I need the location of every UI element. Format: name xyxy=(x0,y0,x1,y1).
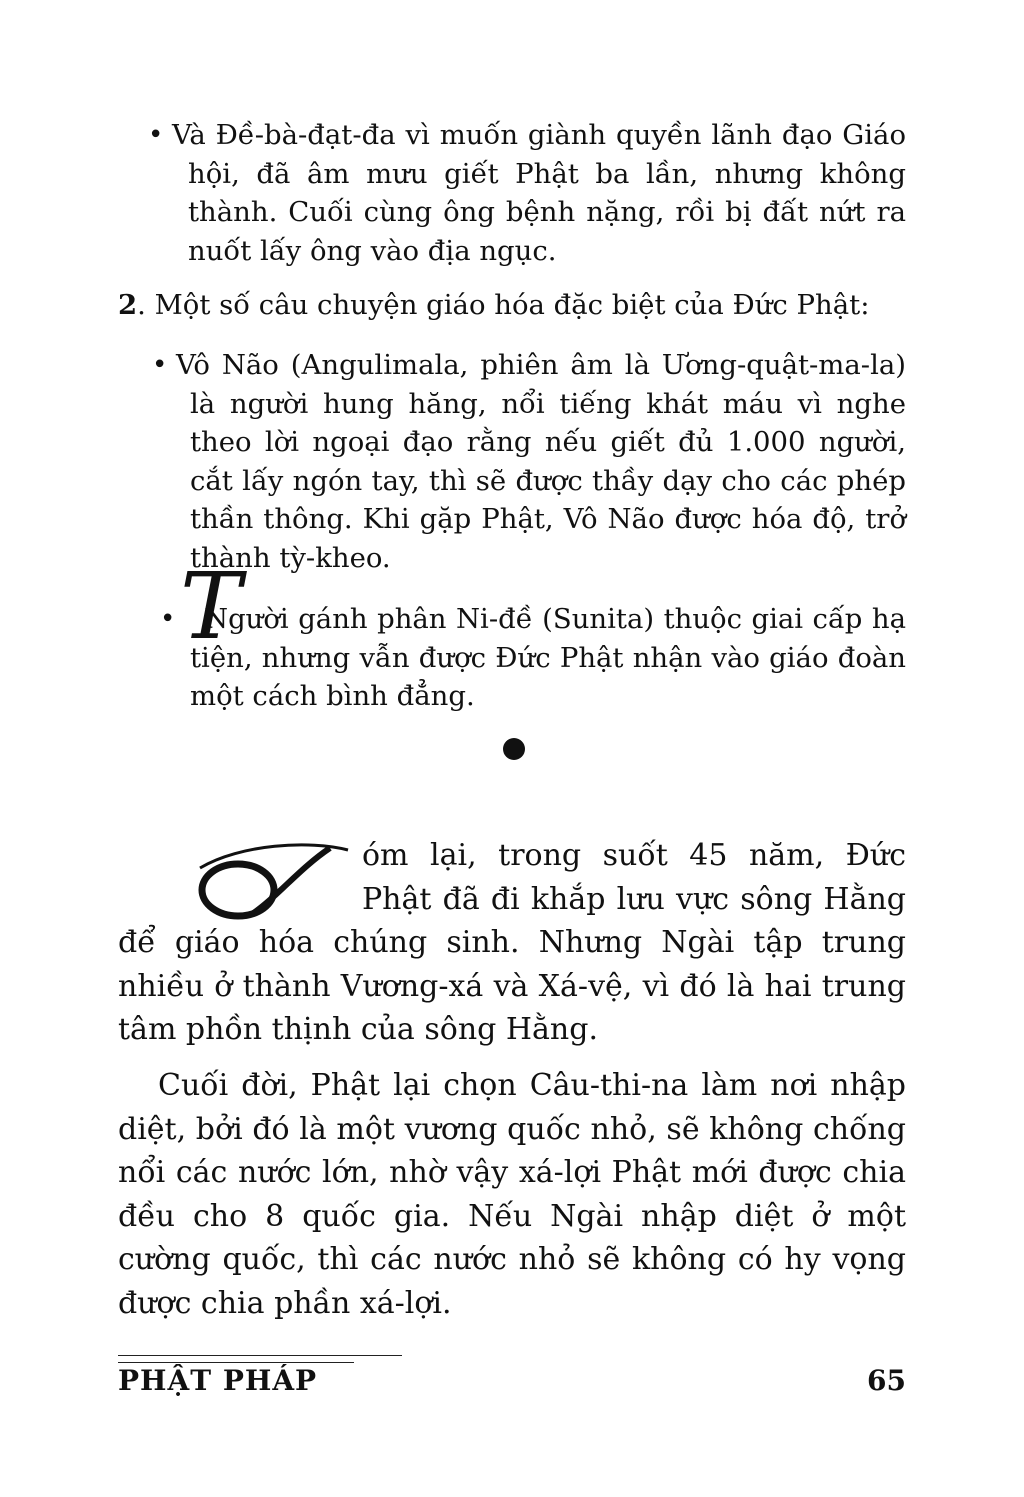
item-text: . Một số câu chuyện giáo hóa đặc biệt của Đức Phật: xyxy=(137,289,870,321)
footer-rule-short xyxy=(118,1362,354,1363)
bullet-text: Vô Não (Angulimala, phiên âm là Ương-quật-ma-la) là người hung hăng, nổi tiếng khát máu vì nghe theo lời ngoại đạo rằng nếu giết đủ 1.000 người, cắt lấy ngón tay, thì sẽ được thầy dạy cho các phép thần thông. Khi gặp Phật, Vô Não được hóa độ, trở thành tỳ-kheo. xyxy=(176,349,906,574)
numbered-item-2 xyxy=(118,286,906,324)
bullet-symbol: • xyxy=(160,604,176,634)
summary-paragraph-2 xyxy=(118,1064,906,1325)
item-number: 2 xyxy=(118,289,138,321)
bullet-sunita xyxy=(160,600,906,716)
dropcap xyxy=(180,553,358,920)
section-separator-dot xyxy=(503,738,525,760)
footer-rule-long xyxy=(118,1355,402,1356)
bullet-devadatta xyxy=(148,116,906,270)
summary-paragraph-1-text: óm lại, trong suốt 45 năm, Đức Phật đã đi khắp lưu vực sông Hằng để giáo hóa chúng sinh. Nhưng Ngài tập trung nhiều ở thành Vương-xá và Xá-vệ, vì đó là hai trung tâm phồn thịnh của sông Hằng. xyxy=(118,838,906,1047)
bullet-symbol: • xyxy=(148,120,164,150)
bullet-symbol: • xyxy=(152,350,168,380)
dropcap-letter: T xyxy=(180,553,242,660)
bullet-text: Và Đề-bà-đạt-đa vì muốn giành quyền lãnh đạo Giáo hội, đã âm mưu giết Phật ba lần, nhưng không thành. Cuối cùng ông bệnh nặng, rồi bị đất nứt ra nuốt lấy ông vào địa ngục. xyxy=(172,119,906,267)
bullet-text: Người gánh phân Ni-đề (Sunita) thuộc giai cấp hạ tiện, nhưng vẫn được Đức Phật nhận vào giáo đoàn một cách bình đẳng. xyxy=(190,603,906,713)
footer-book-title: PHẬT PHÁP xyxy=(118,1364,318,1397)
bullet-angulimala xyxy=(152,346,906,578)
summary-paragraph-2-text: Cuối đời, Phật lại chọn Câu-thi-na làm nơi nhập diệt, bởi đó là một vương quốc nhỏ, sẽ không chống nổi các nước lớn, nhờ vậy xá-lợi Phật mới được chia đều cho 8 quốc gia. Nếu Ngài nhập diệt ở một cường quốc, thì các nước nhỏ sẽ không có hy vọng được chia phần xá-lợi. xyxy=(118,1068,906,1321)
footer-page-number: 65 xyxy=(867,1364,906,1397)
